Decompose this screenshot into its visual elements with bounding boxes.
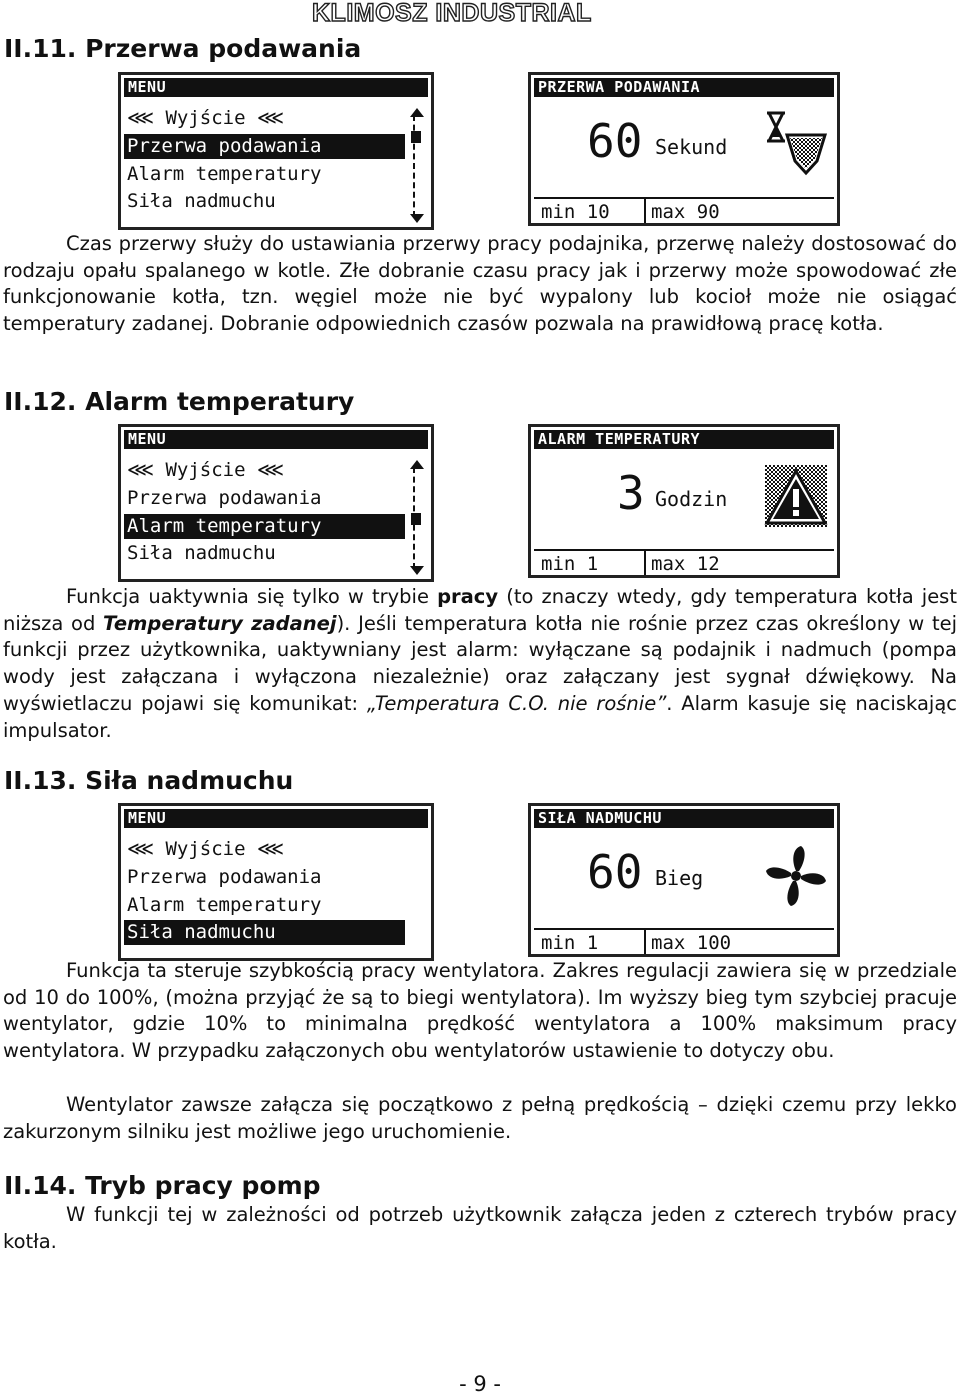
- menu-item-przerwa-podawania[interactable]: Przerwa podawania: [127, 866, 322, 888]
- value-display: 3: [617, 466, 645, 520]
- value-screen-13: [528, 803, 840, 957]
- section-paragraph-13a: Funkcja ta steruje szybkością pracy wentylatora. Zakres regulacji zawiera się w przedziale od 10 do 100%, (można przyjąć że są to biegi wentylatora). Im wyższy bieg tym szybciej pracuje wentylator, gdzie 10% to minimalna prędkość wentylatora a 100% maksimum pracy wentylatora. W przypadku załączonych obu wentylatorów ustawienie to dotyczy obu.: [3, 959, 957, 1063]
- divider: [644, 928, 646, 954]
- scroll-down-arrow-icon: [410, 566, 424, 575]
- section-paragraph-11: Czas przerwy służy do ustawiania przerwy pracy podajnika, przerwę należy dostosować do rodzaju opału spalanego w kotle. Złe dobranie czasu pracy jak i przerwy może spowodować złe funkcjonowanie kotła, tzn. węgiel może nie być wypalony lub kocioł może nie osiągać temperatury zadanej. Dobranie odpowiednich czasów pozwala na prawidłową pracę kotła.: [3, 232, 957, 336]
- divider: [644, 549, 646, 575]
- menu-item-exit[interactable]: ⋘ Wyjście ⋘: [127, 459, 285, 481]
- min-value: min 1: [541, 553, 599, 575]
- section-paragraph-14: W funkcji tej w zależności od potrzeb użytkownik załącza jeden z czterech trybów pracy kotła.: [3, 1203, 957, 1253]
- section-heading-13: II.13. Siła nadmuchu: [4, 766, 294, 795]
- menu-item-alarm-temperatury[interactable]: Alarm temperatury: [124, 514, 405, 539]
- menu-title: MENU: [124, 78, 428, 97]
- section-paragraph-13b: Wentylator zawsze załącza się początkowo z pełną prędkością – dzięki czemu przy lekko zakurzonym silniku jest możliwe jego uruchomienie.: [3, 1093, 957, 1143]
- screen-title: ALARM TEMPERATURY: [534, 430, 834, 449]
- menu-screen-11: [118, 72, 434, 230]
- screen-title: PRZERWA PODAWANIA: [534, 78, 834, 97]
- brand-logo-text: KLIMOSZ INDUSTRIAL: [312, 0, 592, 27]
- section-paragraph-12: Funkcja uaktywnia się tylko w trybie pracy (to znaczy wtedy, gdy temperatura kotła jest niższa od Temperatury zadanej). Jeśli temperatura kotła nie rośnie przez czas określony w tej funkcji przez użytkownika, uaktywniany jest alarm: wyłączane są podajnik i nadmuch (pompa wody jest załączana i wyłączona niezależnie) oraz załączany jest sygnał dźwiękowy. Na wyświetlaczu pojawi się komunikat: „Temperatura C.O. nie rośnie”. Alarm kasuje się naciskając impulsator.: [3, 585, 958, 742]
- divider: [644, 197, 646, 223]
- menu-screen-12: [118, 424, 434, 582]
- menu-item-sila-nadmuchu[interactable]: Siła nadmuchu: [127, 542, 276, 564]
- section-heading-11: II.11. Przerwa podawania: [4, 34, 362, 63]
- value-unit: Sekund: [655, 135, 728, 159]
- menu-title: MENU: [124, 430, 428, 449]
- menu-item-exit[interactable]: ⋘ Wyjście ⋘: [127, 107, 285, 129]
- hourglass-feeder-icon: [763, 111, 829, 179]
- value-unit: Bieg: [655, 866, 704, 890]
- menu-item-sila-nadmuchu[interactable]: Siła nadmuchu: [124, 920, 405, 945]
- menu-item-alarm-temperatury[interactable]: Alarm temperatury: [127, 163, 322, 185]
- menu-item-przerwa-podawania[interactable]: Przerwa podawania: [127, 487, 322, 509]
- menu-title: MENU: [124, 809, 428, 828]
- page-number: - 9 -: [459, 1372, 501, 1396]
- value-display: 60: [587, 845, 643, 899]
- value-screen-12: [528, 424, 840, 578]
- screen-title: SIŁA NADMUCHU: [534, 809, 834, 828]
- section-heading-14: II.14. Tryb pracy pomp: [4, 1171, 321, 1200]
- max-value: max 100: [651, 932, 732, 954]
- divider: [534, 549, 834, 551]
- menu-item-alarm-temperatury[interactable]: Alarm temperatury: [127, 894, 322, 916]
- menu-item-przerwa-podawania[interactable]: Przerwa podawania: [124, 134, 405, 159]
- value-display: 60: [587, 114, 643, 168]
- warning-triangle-icon: [763, 463, 829, 531]
- divider: [534, 197, 834, 199]
- menu-screen-13: [118, 803, 434, 961]
- fan-icon: [763, 842, 829, 910]
- value-screen-11: [528, 72, 840, 226]
- menu-item-sila-nadmuchu[interactable]: Siła nadmuchu: [127, 190, 276, 212]
- max-value: max 90: [651, 201, 720, 223]
- scroll-down-arrow-icon: [410, 214, 424, 223]
- divider: [534, 928, 834, 930]
- menu-item-exit[interactable]: ⋘ Wyjście ⋘: [127, 838, 285, 860]
- section-heading-12: II.12. Alarm temperatury: [4, 387, 355, 416]
- min-value: min 1: [541, 932, 599, 954]
- max-value: max 12: [651, 553, 720, 575]
- scroll-knob: [411, 513, 421, 525]
- value-unit: Godzin: [655, 487, 728, 511]
- min-value: min 10: [541, 201, 610, 223]
- scroll-knob: [411, 131, 421, 143]
